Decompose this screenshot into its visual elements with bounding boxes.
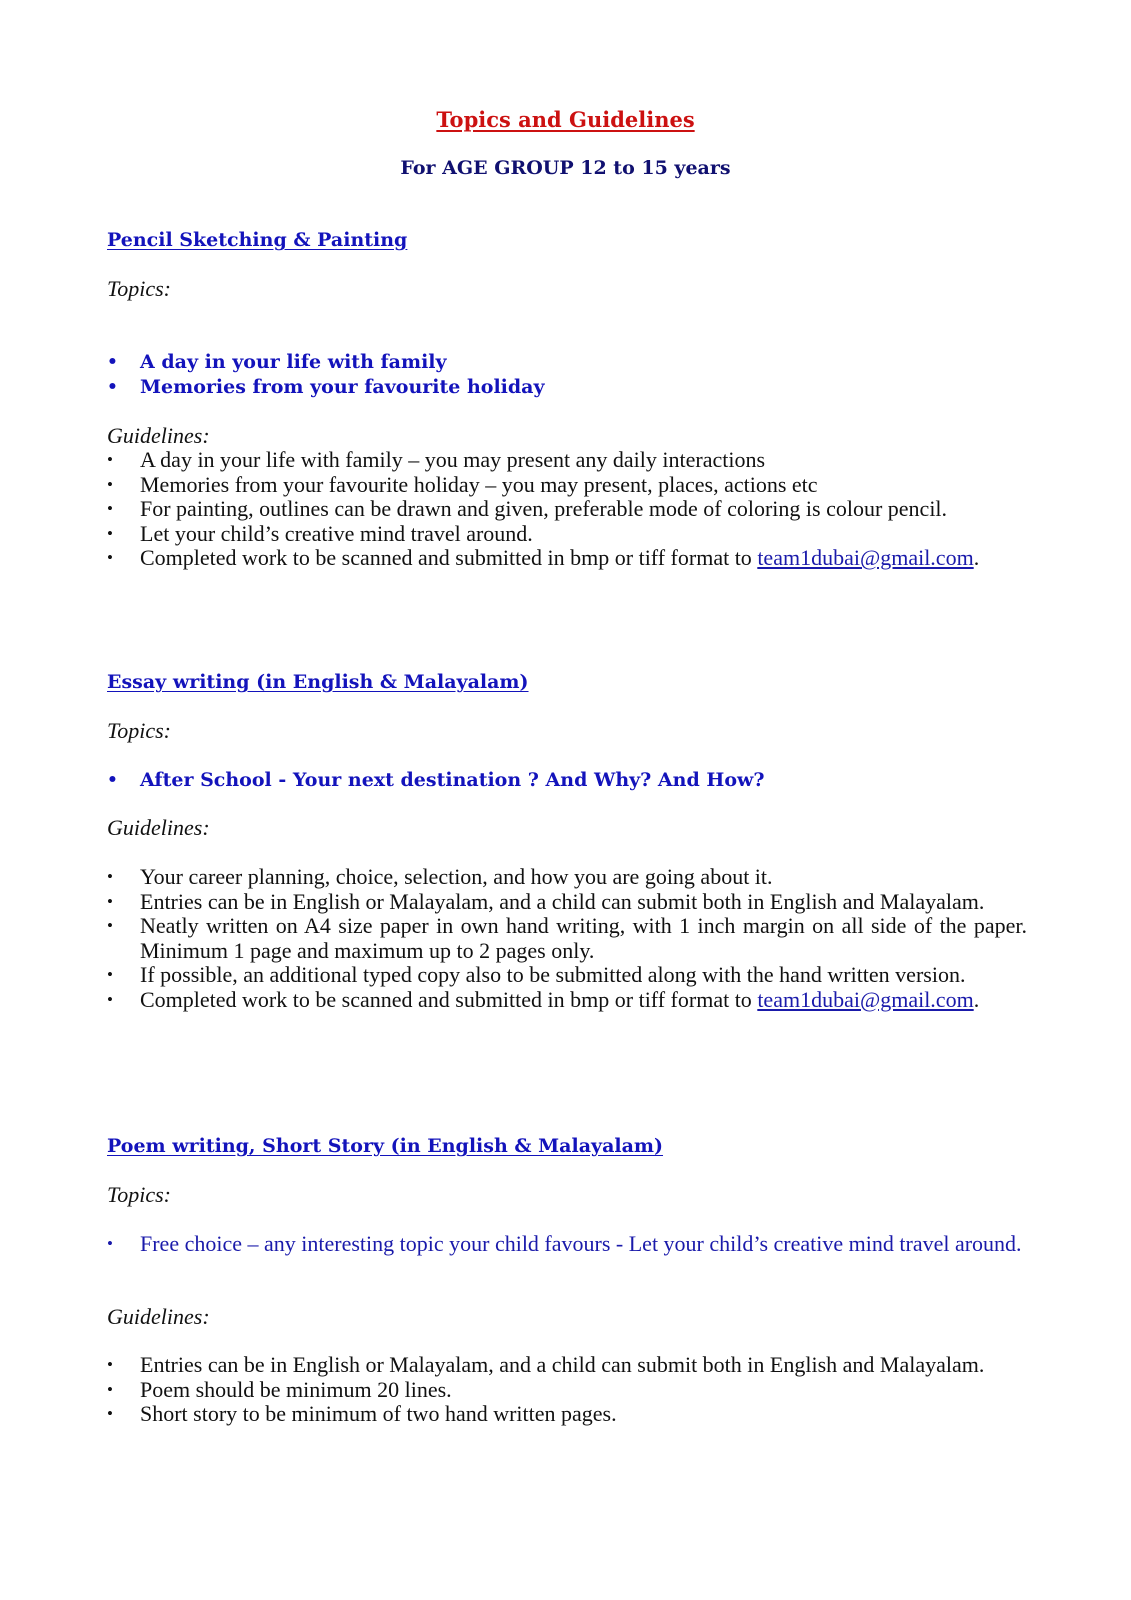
age-group-subtitle: For AGE GROUP 12 to 15 years: [400, 157, 731, 179]
guideline-item: [107, 1378, 1027, 1403]
topic-item: [107, 375, 1027, 400]
guideline-text: Memories from your favourite holiday – you may present, places, actions etc: [140, 471, 818, 497]
bullet-icon: •: [107, 474, 113, 494]
guideline-text: Let your child’s creative mind travel around.: [140, 520, 533, 546]
topic-text: Free choice – any interesting topic your child favours - Let your child’s creative mind travel around.: [140, 1231, 1022, 1256]
guideline-text: Completed work to be scanned and submitted in bmp or tiff format to: [140, 986, 752, 1012]
bullet-icon: •: [107, 376, 118, 397]
topics-list: [107, 768, 1027, 793]
guidelines-label: Guidelines:: [107, 1304, 210, 1329]
guideline-text: Short story to be minimum of two hand written pages.: [140, 1401, 617, 1426]
topics-list: [107, 350, 1027, 399]
guideline-text: Entries can be in English or Malayalam, and a child can submit both in English and Malayalam.: [140, 888, 985, 914]
bullet-icon: •: [107, 352, 118, 372]
topics-label: Topics:: [107, 718, 171, 743]
bullet-icon: •: [107, 965, 113, 984]
guideline-item: [107, 497, 1027, 522]
topic-text: A day in your life with family: [140, 351, 447, 373]
guideline-item: [107, 448, 1027, 473]
bullet-icon: •: [107, 523, 113, 543]
guidelines-label: Guidelines:: [107, 815, 210, 840]
guideline-item: [107, 1353, 1027, 1378]
topic-text: Memories from your favourite holiday: [140, 375, 545, 398]
section-heading-essay-writing: Essay writing (in English & Malayalam): [107, 671, 529, 693]
bullet-icon: •: [107, 450, 113, 469]
section-heading-pencil-sketching: Pencil Sketching & Painting: [107, 229, 408, 251]
document-title-text: Topics and Guidelines: [436, 107, 695, 132]
bullet-icon: •: [107, 548, 113, 567]
guideline-item: [107, 963, 1027, 988]
guideline-item: [107, 890, 1027, 915]
guidelines-list: [107, 1353, 1027, 1427]
document-title: [0, 107, 1131, 132]
guideline-text: For painting, outlines can be drawn and given, preferable mode of coloring is colour pencil.: [140, 496, 948, 521]
bullet-icon: •: [107, 1379, 113, 1399]
bullet-icon: •: [107, 1404, 113, 1423]
guideline-item: [107, 546, 1027, 571]
section-heading-poem-writing: Poem writing, Short Story (in English & Malayalam): [107, 1135, 664, 1157]
punctuation: .: [973, 986, 980, 1012]
punctuation: .: [973, 545, 980, 570]
bullet-icon: •: [107, 989, 113, 1009]
guidelines-list: [107, 448, 1027, 571]
guideline-text: A day in your life with family – you may present any daily interactions: [140, 447, 766, 472]
topic-item: [107, 768, 1027, 793]
guideline-text: Your career planning, choice, selection, and how you are going about it.: [140, 864, 773, 889]
topics-label: Topics:: [107, 276, 171, 301]
bullet-icon: •: [107, 1355, 113, 1374]
guideline-item: [107, 865, 1027, 890]
guidelines-label: Guidelines:: [107, 423, 210, 448]
guideline-text: Poem should be minimum 20 lines.: [140, 1376, 452, 1402]
email-link[interactable]: team1dubai@gmail.com: [757, 986, 974, 1012]
guideline-text: Neatly written on A4 size paper in own hand writing, with 1 inch margin on all side of the paper. Minimum 1 page and maximum up to 2 pages only.: [140, 913, 1027, 963]
guideline-item: [107, 522, 1027, 547]
guideline-item: [107, 988, 1027, 1013]
topics-label: Topics:: [107, 1182, 171, 1207]
topic-text: After School - Your next destination ? And Why? And How?: [140, 769, 765, 791]
bullet-icon: •: [107, 891, 113, 911]
guideline-text: Entries can be in English or Malayalam, and a child can submit both in English and Malayalam.: [140, 1352, 985, 1377]
guideline-item: [107, 1402, 1027, 1427]
guideline-item: [107, 473, 1027, 498]
guidelines-list: [107, 865, 1027, 1012]
guideline-text: Completed work to be scanned and submitted in bmp or tiff format to: [140, 545, 752, 570]
guideline-item: [107, 914, 1027, 963]
topic-item: [107, 350, 1027, 375]
bullet-icon: •: [107, 867, 113, 886]
guideline-text: If possible, an additional typed copy also to be submitted along with the hand written version.: [140, 962, 966, 987]
email-link[interactable]: team1dubai@gmail.com: [757, 545, 974, 570]
topic-item: [107, 1232, 1027, 1257]
topics-list: [107, 1232, 1027, 1257]
bullet-icon: •: [107, 770, 118, 790]
bullet-icon: •: [107, 499, 113, 518]
bullet-icon: •: [107, 916, 113, 935]
bullet-icon: •: [107, 1234, 113, 1253]
